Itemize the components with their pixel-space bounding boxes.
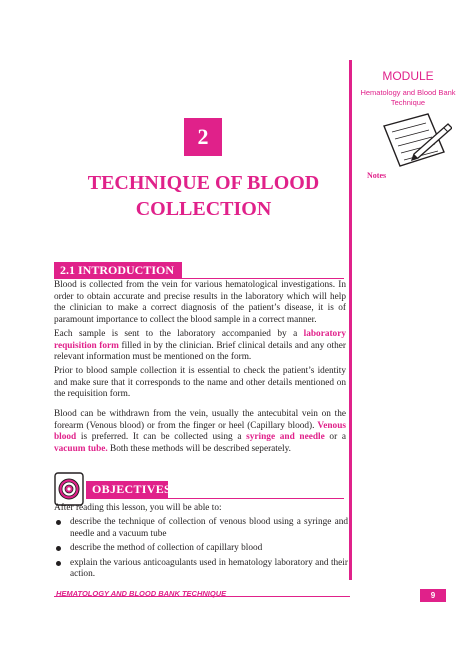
venous-blood-term: Venous blood	[54, 420, 346, 442]
chapter-title-line-2: COLLECTION	[135, 198, 272, 220]
section-heading-introduction: 2.1 INTRODUCTION	[54, 262, 182, 278]
objectives-underline	[86, 498, 344, 499]
module-subtitle: Hematology and Blood Bank Technique	[360, 88, 456, 107]
module-label: MODULE	[382, 69, 434, 83]
list-item	[54, 517, 348, 540]
list-item-text: describe the method of collection of capillary blood	[70, 543, 263, 553]
notepad-with-pen-icon	[378, 112, 452, 170]
bullet-icon	[56, 561, 61, 566]
paragraph-requisition-text-end: filled in by the clinician. Brief clinical details and any other relevant information must be mentioned on the form.	[54, 340, 346, 362]
chapter-title	[60, 170, 347, 222]
collection-text-2: is preferred. It can be collected using a	[76, 432, 247, 442]
section-underline	[54, 278, 344, 279]
list-item-text: explain the various anticoagulants used in hematology laboratory and their action.	[70, 557, 348, 579]
list-item	[54, 543, 348, 555]
list-item	[54, 558, 348, 581]
paragraph-identity-check: Prior to blood sample collection it is essential to check the patient’s identity and make sure that it corresponds to the name and other details mentioned on the requisition form.	[54, 366, 346, 399]
notes-label: Notes	[367, 171, 387, 180]
margin-divider-line	[349, 60, 352, 580]
paragraph-intro: Blood is collected from the vein for various hematological investigations. In order to obtain accurate and precise results in the laboratory which will help the clinician to make a correct diagnosis of the patient’s disease, it is of paramount importance to collect the blood sample in a correct manner.	[54, 280, 346, 325]
collection-text-3: or a	[324, 432, 346, 442]
objectives-heading: OBJECTIVES	[86, 481, 168, 498]
paragraph-collection-methods	[54, 409, 346, 455]
bullet-icon	[56, 546, 61, 551]
bullet-icon	[56, 520, 61, 525]
objectives-intro: After reading this lesson, you will be able to:	[54, 503, 222, 513]
vacuum-tube-term: vacuum tube.	[54, 443, 108, 454]
footer-book-title: HEMATOLOGY AND BLOOD BANK TECHNIQUE	[56, 589, 227, 598]
page-number: 9	[420, 589, 446, 602]
paragraph-requisition	[54, 329, 346, 364]
chapter-number: 2	[184, 118, 222, 156]
collection-text-4: Both these methods will be described seperately.	[107, 443, 291, 454]
objectives-list	[54, 517, 348, 584]
collection-text-1: Blood can be withdrawn from the vein, usually the antecubital vein on the forearm (Venous blood) or from the finger or heel (Capillary blood).	[54, 409, 346, 431]
list-item-text: describe the technique of collection of venous blood using a syringe and needle and a vacuum tube	[70, 517, 348, 539]
laboratory-requisition-form-term: laboratory requisition form	[54, 329, 346, 351]
syringe-and-needle-term: syringe and needle	[246, 432, 325, 442]
chapter-title-line-1: TECHNIQUE OF BLOOD	[87, 172, 320, 194]
paragraph-requisition-text-start: Each sample is sent to the laboratory accompanied by a	[54, 329, 304, 339]
target-objectives-icon	[54, 472, 84, 506]
